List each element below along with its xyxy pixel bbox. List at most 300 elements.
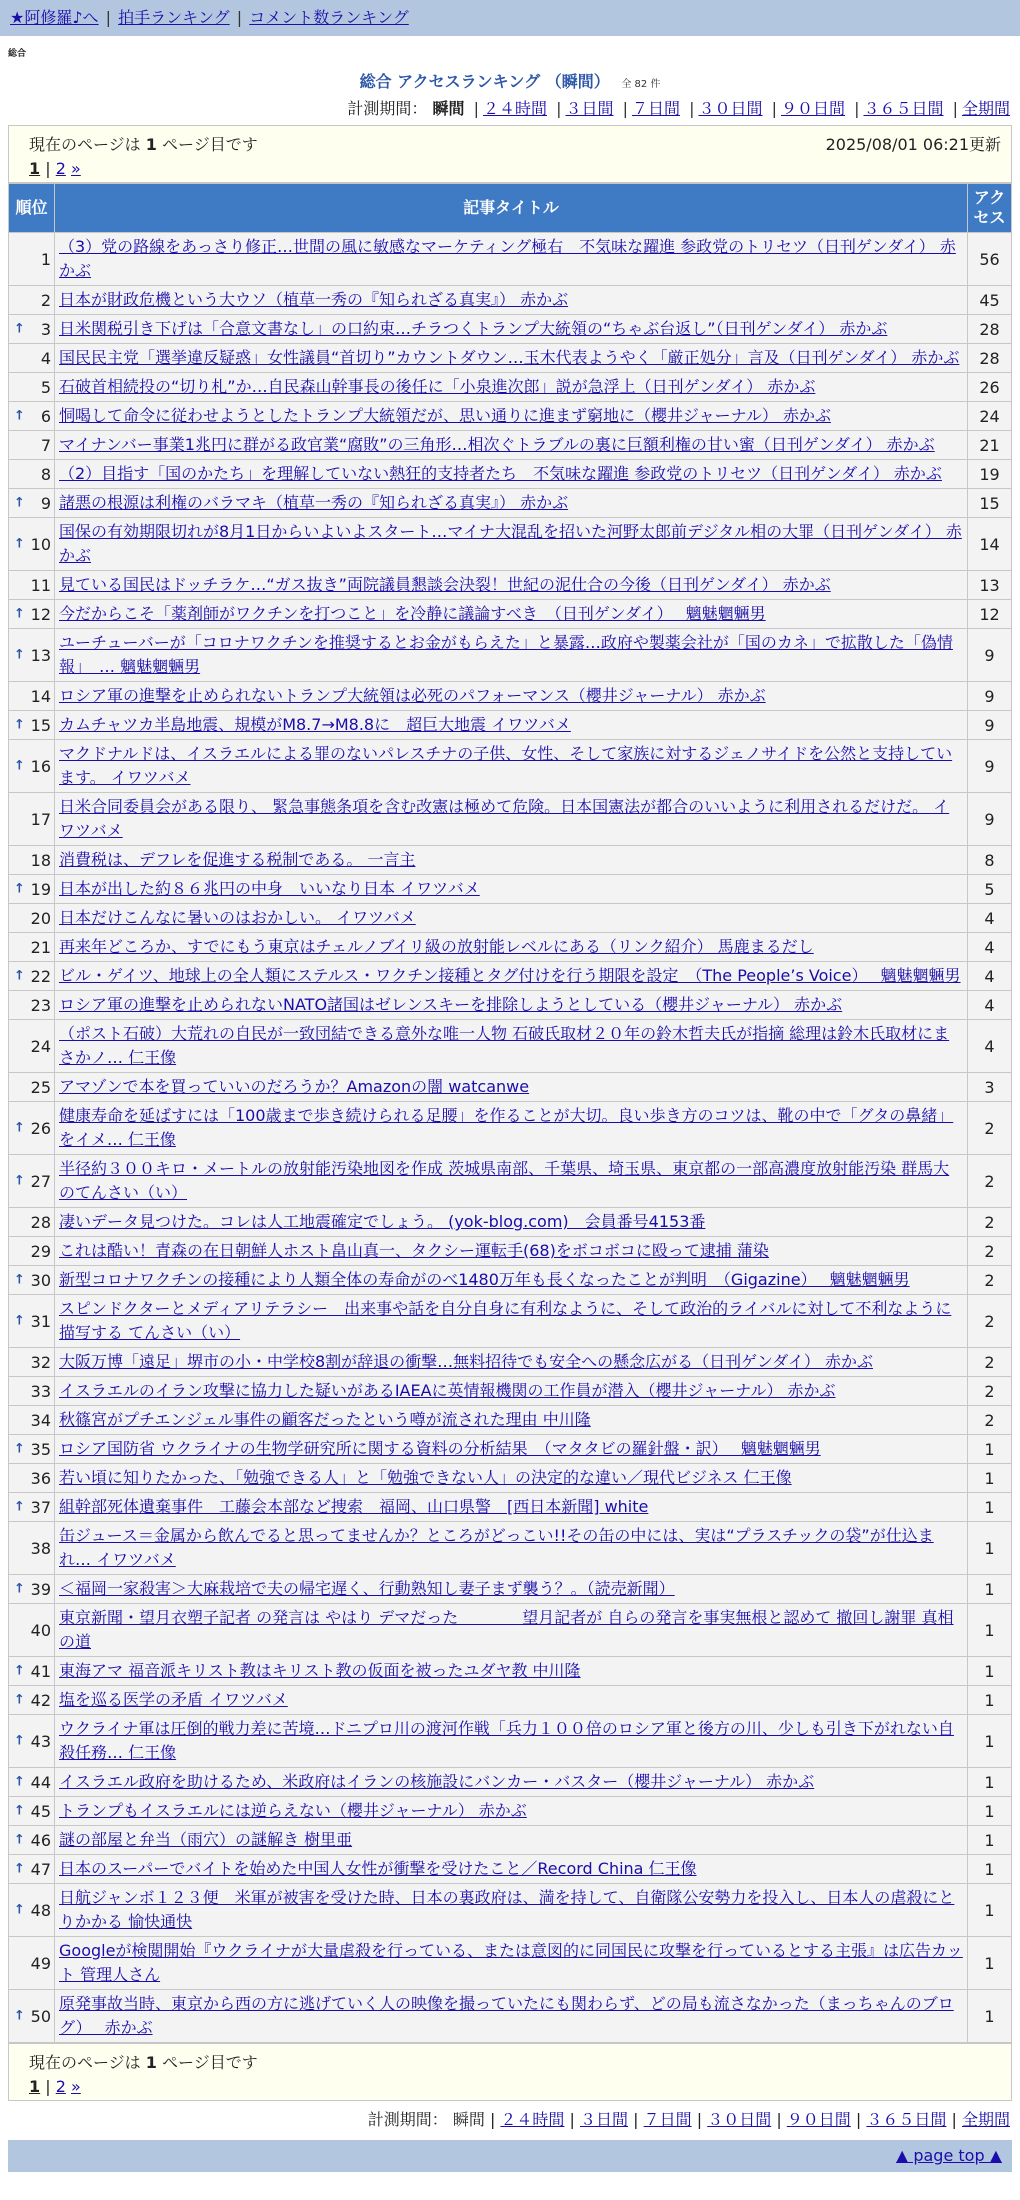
article-link[interactable]: トランプもイスラエルには逆らえない（櫻井ジャーナル） 赤かぶ — [59, 1801, 527, 1820]
title-cell — [55, 682, 968, 711]
access-count: 1 — [968, 1604, 1012, 1657]
rank-cell — [9, 1990, 55, 2043]
rank-value: 32 — [30, 1352, 51, 1372]
access-count: 9 — [968, 682, 1012, 711]
rank-cell — [9, 933, 55, 962]
period-24h-link[interactable]: ２４時間 — [500, 2110, 565, 2129]
ranking-title: 総合 アクセスランキング （瞬間） — [359, 72, 610, 91]
rank-up-arrow-icon: ↑ — [14, 536, 25, 552]
rank-cell — [9, 1266, 55, 1295]
title-cell — [55, 600, 968, 629]
rank-value: 27 — [30, 1171, 51, 1191]
table-row — [9, 571, 1012, 600]
access-count: 2 — [968, 1237, 1012, 1266]
period-365d-link[interactable]: ３６５日間 — [863, 99, 944, 118]
article-link[interactable]: 凄いデータ見つけた。コレは人工地震確定でしょう。 (yok-blog.com) 会員番号4153番 — [59, 1212, 706, 1231]
table-row — [9, 933, 1012, 962]
rank-up-arrow-icon: ↑ — [14, 1692, 25, 1708]
pagination: 1 | 2 » — [29, 159, 81, 178]
article-link[interactable]: 新型コロナワクチンの接種により人類全体の寿命がのべ1480万年も長くなったことが判明 （Gigazine） 魑魅魍魎男 — [59, 1270, 910, 1289]
rank-cell — [9, 1686, 55, 1715]
article-link[interactable]: 組幹部死体遺棄事件 工藤会本部など捜索 福岡、山口県警 [西日本新聞] white — [59, 1497, 649, 1516]
rank-value: 15 — [30, 715, 51, 735]
title-cell — [55, 1464, 968, 1493]
table-row — [9, 1797, 1012, 1826]
article-link[interactable]: （ポスト石破）大荒れの自民が一致団結できる意外な唯一人物 石破氏取材２０年の鈴木哲夫氏が指摘 総理は鈴木氏取材にまさかノ… 仁王像 — [59, 1024, 950, 1067]
title-cell — [55, 1377, 968, 1406]
title-cell — [55, 1884, 968, 1937]
rank-up-arrow-icon: ↑ — [14, 1803, 25, 1819]
period-7d-link[interactable]: ７日間 — [631, 99, 680, 118]
rank-value: 33 — [30, 1381, 51, 1401]
rank-cell — [9, 1102, 55, 1155]
access-count: 4 — [968, 904, 1012, 933]
rank-cell — [9, 740, 55, 793]
table-row — [9, 1377, 1012, 1406]
title-cell — [55, 991, 968, 1020]
rank-value: 37 — [30, 1497, 51, 1517]
period-30d-link[interactable]: ３０日間 — [698, 99, 763, 118]
title-cell — [55, 629, 968, 682]
period-selector-bottom: 計測期間： 瞬間 | ２４時間 | ３日間 | ７日間 | ３０日間 | ９０日間 | ３６５日間 | 全期間 — [367, 2110, 1010, 2129]
table-row — [9, 1348, 1012, 1377]
title-cell — [55, 875, 968, 904]
title-cell — [55, 233, 968, 286]
article-link[interactable]: ビル・ゲイツ、地球上の全人類にステルス・ワクチン接種とタグ付けを行う期限を設定 （The People’s Voice） 魑魅魍魎男 — [59, 966, 961, 985]
rank-value: 22 — [30, 966, 51, 986]
article-link[interactable]: 石破首相続投の“切り札”か…自民森山幹事長の後任に「小泉進次郎」説が急浮上（日刊ゲンダイ） 赤かぶ — [59, 377, 816, 396]
access-count: 21 — [968, 431, 1012, 460]
rank-up-arrow-icon: ↑ — [14, 1581, 25, 1597]
rank-value: 13 — [30, 645, 51, 665]
rank-value: 9 — [40, 493, 51, 513]
article-link[interactable]: 塩を巡る医学の矛盾 イワツバメ — [59, 1690, 288, 1709]
article-link[interactable]: ＜福岡一家殺害＞大麻栽培で夫の帰宅遅く、行動熟知し妻子まず襲う？。（読売新聞） — [59, 1579, 675, 1598]
article-link[interactable]: イスラエル政府を助けるため、米政府はイランの核施設にバンカー・バスター（櫻井ジャーナル） 赤かぶ — [59, 1772, 815, 1791]
rank-value: 17 — [30, 809, 51, 829]
table-row — [9, 682, 1012, 711]
article-link[interactable]: 国保の有効期限切れが8月1日からいよいよスタート…マイナ大混乱を招いた河野太郎前デジタル相の大罪（日刊ゲンダイ） 赤かぶ — [59, 522, 962, 565]
title-cell — [55, 1435, 968, 1464]
article-link[interactable]: 大阪万博「遠足」堺市の小・中学校8割が辞退の衝撃…無料招待でも安全への懸念広がる（日刊ゲンダイ） 赤かぶ — [59, 1352, 873, 1371]
table-row — [9, 991, 1012, 1020]
title-cell — [55, 1855, 968, 1884]
title-cell — [55, 1406, 968, 1435]
table-row — [9, 1990, 1012, 2043]
title-cell — [55, 489, 968, 518]
table-row — [9, 315, 1012, 344]
article-link[interactable]: マクドナルドは、イスラエルによる罪のないパレスチナの子供、女性、そして家族に対するジェノサイドを公然と支持しています。 イワツバメ — [59, 744, 953, 787]
rank-cell — [9, 1377, 55, 1406]
rank-cell — [9, 793, 55, 846]
rank-cell — [9, 1855, 55, 1884]
title-cell — [55, 1020, 968, 1073]
access-count: 26 — [968, 373, 1012, 402]
next-page-link[interactable]: » — [71, 159, 81, 178]
rank-cell — [9, 373, 55, 402]
col-title-header: 記事タイトル — [55, 184, 968, 233]
table-row — [9, 1575, 1012, 1604]
access-count: 28 — [968, 344, 1012, 373]
table-row — [9, 1208, 1012, 1237]
access-count: 19 — [968, 460, 1012, 489]
rank-cell — [9, 1073, 55, 1102]
rank-cell — [9, 1657, 55, 1686]
period-current: 瞬間 — [432, 99, 465, 118]
access-count: 1 — [968, 1797, 1012, 1826]
next-page-link[interactable]: » — [71, 2077, 81, 2096]
rank-value: 5 — [40, 377, 51, 397]
table-row — [9, 1406, 1012, 1435]
table-row — [9, 344, 1012, 373]
rank-value: 48 — [30, 1900, 51, 1920]
rank-up-arrow-icon: ↑ — [14, 1774, 25, 1790]
rank-value: 31 — [30, 1311, 51, 1331]
table-row — [9, 1686, 1012, 1715]
title-cell — [55, 1295, 968, 1348]
col-access-header: アクセス — [968, 184, 1012, 233]
title-cell — [55, 1493, 968, 1522]
period-current: 瞬間 — [452, 2110, 485, 2129]
period-30d-link[interactable]: ３０日間 — [707, 2110, 772, 2129]
table-row — [9, 793, 1012, 846]
table-row — [9, 518, 1012, 571]
rank-cell — [9, 1435, 55, 1464]
access-count: 4 — [968, 991, 1012, 1020]
rank-cell — [9, 344, 55, 373]
title-cell — [55, 1522, 968, 1575]
title-cell — [55, 1990, 968, 2043]
table-row — [9, 1522, 1012, 1575]
rank-up-arrow-icon: ↑ — [14, 717, 25, 733]
rank-value: 20 — [30, 908, 51, 928]
access-count: 1 — [968, 1493, 1012, 1522]
table-row — [9, 600, 1012, 629]
article-link[interactable]: 日本のスーパーでバイトを始めた中国人女性が衝撃を受けたこと／Record China 仁王像 — [59, 1859, 697, 1878]
table-row — [9, 711, 1012, 740]
rank-cell — [9, 1237, 55, 1266]
title-cell — [55, 402, 968, 431]
article-link[interactable]: 秋篠宮がプチエンジェル事件の顧客だったという噂が流された理由 中川隆 — [59, 1410, 591, 1429]
rank-value: 38 — [30, 1538, 51, 1558]
article-link[interactable]: 日米合同委員会がある限り、 緊急事態条項を含む改憲は極めて危険。日本国憲法が都合のいいように利用されるだけだ。 イワツバメ — [59, 797, 950, 840]
rank-up-arrow-icon: ↑ — [14, 1120, 25, 1136]
rank-up-arrow-icon: ↑ — [14, 2008, 25, 2024]
table-row — [9, 875, 1012, 904]
access-count: 1 — [968, 1826, 1012, 1855]
table-row — [9, 233, 1012, 286]
rank-cell — [9, 711, 55, 740]
title-cell — [55, 1657, 968, 1686]
table-row — [9, 1937, 1012, 1990]
rank-cell — [9, 460, 55, 489]
table-row — [9, 1493, 1012, 1522]
period-3d-link[interactable]: ３日間 — [565, 99, 614, 118]
period-selector: 計測期間： 瞬間 | ２４時間 | ３日間 | ７日間 | ３０日間 | ９０日間 | ３６５日間 | 全期間 — [347, 99, 1010, 118]
access-count: 2 — [968, 1348, 1012, 1377]
table-row — [9, 904, 1012, 933]
period-90d-link[interactable]: ９０日間 — [786, 2110, 851, 2129]
rank-value: 18 — [30, 850, 51, 870]
title-cell — [55, 1686, 968, 1715]
period-24h-link[interactable]: ２４時間 — [482, 99, 547, 118]
access-count: 1 — [968, 1937, 1012, 1990]
rank-cell — [9, 1208, 55, 1237]
access-count: 4 — [968, 962, 1012, 991]
rank-cell — [9, 571, 55, 600]
article-link[interactable]: 日本だけこんなに暑いのはおかしい。 イワツバメ — [59, 908, 416, 927]
article-link[interactable]: 東京新聞・望月衣塑子記者 の発言は やはり デマだった 望月記者が 自らの発言を事実無根と認めて 撤回し謝罪 真相の道 — [59, 1608, 954, 1651]
period-7d-link[interactable]: ７日間 — [643, 2110, 692, 2129]
title-cell — [55, 286, 968, 315]
access-count: 1 — [968, 1686, 1012, 1715]
article-link[interactable]: 日米関税引き下げは「合意文書なし」の口約束…チラつくトランプ大統領の“ちゃぶ台返し”（日刊ゲンダイ） 赤かぶ — [59, 319, 888, 338]
table-row — [9, 489, 1012, 518]
rank-up-arrow-icon: ↑ — [14, 606, 25, 622]
rank-cell — [9, 431, 55, 460]
rank-value: 46 — [30, 1830, 51, 1850]
table-row — [9, 1715, 1012, 1768]
rank-value: 8 — [40, 464, 51, 484]
rank-cell — [9, 1348, 55, 1377]
rank-up-arrow-icon: ↑ — [14, 321, 25, 337]
access-count: 3 — [968, 1073, 1012, 1102]
article-link[interactable]: ロシア軍の進撃を止められないトランプ大統領は必死のパフォーマンス（櫻井ジャーナル） 赤かぶ — [59, 686, 766, 705]
period-label: 計測期間： — [347, 99, 428, 118]
access-count: 2 — [968, 1155, 1012, 1208]
access-count: 8 — [968, 846, 1012, 875]
article-link[interactable]: 東海アマ 福音派キリスト教はキリスト教の仮面を被ったユダヤ教 中川隆 — [59, 1661, 581, 1680]
article-link[interactable]: 日本が財政危機という大ウソ（植草一秀の『知られざる真実』） 赤かぶ — [59, 290, 569, 309]
page-2-link[interactable]: 2 — [55, 159, 66, 178]
table-row — [9, 373, 1012, 402]
access-count: 1 — [968, 1435, 1012, 1464]
period-all-link[interactable]: 全期間 — [961, 2110, 1010, 2129]
access-count: 5 — [968, 875, 1012, 904]
title-cell — [55, 1348, 968, 1377]
table-row — [9, 1604, 1012, 1657]
rank-up-arrow-icon: ↑ — [14, 1861, 25, 1877]
table-row — [9, 962, 1012, 991]
rank-value: 24 — [30, 1036, 51, 1056]
title-cell — [55, 344, 968, 373]
rank-value: 34 — [30, 1410, 51, 1430]
access-count: 56 — [968, 233, 1012, 286]
top-nav-bar — [0, 0, 1020, 36]
article-link[interactable]: スピンドクターとメディアリテラシー 出来事や話を自分自身に有利なように、そして政治的ライバルに対して不利なように描写する てんさい（い） — [59, 1299, 952, 1342]
item-count: 全 82 件 — [621, 79, 661, 90]
article-link[interactable]: イスラエルのイラン攻撃に協力した疑いがあるIAEAに英情報機関の工作員が潜入（櫻井ジャーナル） 赤かぶ — [59, 1381, 836, 1400]
article-link[interactable]: 缶ジュース＝金属から飲んでると思ってませんか？ところがどっこい!!その缶の中には、実は“プラスチックの袋”が仕込まれ… イワツバメ — [59, 1526, 934, 1569]
rank-value: 50 — [30, 2006, 51, 2026]
title-cell — [55, 1604, 968, 1657]
title-cell — [55, 1237, 968, 1266]
comment-ranking-link[interactable]: コメント数ランキング — [249, 8, 409, 27]
rank-value: 14 — [30, 686, 51, 706]
rank-up-arrow-icon: ↑ — [14, 1173, 25, 1189]
access-count: 14 — [968, 518, 1012, 571]
category-label: 総合 — [8, 49, 27, 59]
rank-up-arrow-icon: ↑ — [14, 1441, 25, 1457]
table-row — [9, 460, 1012, 489]
rank-value: 45 — [30, 1801, 51, 1821]
home-link[interactable]: ★阿修羅♪へ — [10, 8, 99, 27]
access-count: 1 — [968, 1990, 1012, 2043]
title-cell — [55, 962, 968, 991]
rank-value: 40 — [30, 1620, 51, 1640]
clap-ranking-link[interactable]: 拍手ランキング — [118, 8, 230, 27]
access-count: 28 — [968, 315, 1012, 344]
rank-cell — [9, 846, 55, 875]
article-link[interactable]: 原発事故当時、東京から西の方に逃げていく人の映像を撮っていたにも関わらず、どの局も流さなかった（まっちゃんのブログ） 赤かぶ — [59, 1994, 954, 2037]
access-count: 2 — [968, 1377, 1012, 1406]
article-link[interactable]: ロシア国防省 ウクライナの生物学研究所に関する資料の分析結果 （マタタビの羅針盤・訳） 魑魅魍魎男 — [59, 1439, 821, 1458]
page-1-current: 1 — [29, 2077, 41, 2096]
rank-value: 30 — [30, 1270, 51, 1290]
access-count: 4 — [968, 1020, 1012, 1073]
table-row — [9, 1102, 1012, 1155]
access-count: 2 — [968, 1102, 1012, 1155]
rank-cell — [9, 402, 55, 431]
rank-value: 28 — [30, 1212, 51, 1232]
rank-cell — [9, 1020, 55, 1073]
title-cell — [55, 1768, 968, 1797]
period-90d-link[interactable]: ９０日間 — [780, 99, 845, 118]
article-link[interactable]: 謎の部屋と弁当（雨穴）の謎解き 樹里亜 — [59, 1830, 353, 1849]
rank-value: 1 — [40, 249, 51, 269]
article-link[interactable]: これは酷い！青森の在日朝鮮人ホスト畠山真一、タクシー運転手(68)をボコボコに殴って逮捕 蒲染 — [59, 1241, 769, 1260]
period-all-link[interactable]: 全期間 — [961, 99, 1010, 118]
access-count: 9 — [968, 629, 1012, 682]
rank-value: 3 — [40, 319, 51, 339]
rank-value: 42 — [30, 1690, 51, 1710]
rank-value: 6 — [40, 406, 51, 426]
access-count: 2 — [968, 1295, 1012, 1348]
rank-cell — [9, 1295, 55, 1348]
rank-value: 4 — [40, 348, 51, 368]
rank-cell — [9, 489, 55, 518]
article-link[interactable]: Googleが検閲開始『ウクライナが大量虐殺を行っている、または意図的に同国民に攻撃を行っているとする主張』は広告カット 管理人さん — [59, 1941, 963, 1984]
title-cell — [55, 1266, 968, 1295]
article-link[interactable]: 消費税は、デフレを促進する税制である。 一言主 — [59, 850, 416, 869]
rank-value: 47 — [30, 1859, 51, 1879]
rank-cell — [9, 1768, 55, 1797]
rank-up-arrow-icon: ↑ — [14, 647, 25, 663]
period-365d-link[interactable]: ３６５日間 — [866, 2110, 947, 2129]
table-row — [9, 1768, 1012, 1797]
table-row — [9, 1073, 1012, 1102]
pager-top — [8, 125, 1012, 183]
access-count: 9 — [968, 740, 1012, 793]
article-link[interactable]: ユーチューバーが「コロナワクチンを推奨するとお金がもらえた」と暴露…政府や製薬会社が「国のカネ」で拡散した「偽情報」 … 魑魅魍魎男 — [59, 633, 953, 676]
rank-cell — [9, 315, 55, 344]
rank-cell — [9, 1884, 55, 1937]
title-cell — [55, 711, 968, 740]
col-rank-header: 順位 — [9, 184, 55, 233]
article-link[interactable]: 日本が出した約８６兆円の中身 いいなり日本 イワツバメ — [59, 879, 480, 898]
rank-cell — [9, 1464, 55, 1493]
rank-up-arrow-icon: ↑ — [14, 1832, 25, 1848]
nav-separator: | — [105, 8, 112, 27]
rank-cell — [9, 1155, 55, 1208]
page-2-link[interactable]: 2 — [55, 2077, 66, 2096]
title-cell — [55, 460, 968, 489]
article-link[interactable]: 半径約３００キロ・メートルの放射能汚染地図を作成 茨城県南部、千葉県、埼玉県、東京都の一部高濃度放射能汚染 群馬大のてんさい（い） — [59, 1159, 950, 1202]
title-cell — [55, 1155, 968, 1208]
table-row — [9, 1855, 1012, 1884]
rank-value: 10 — [30, 534, 51, 554]
access-count: 45 — [968, 286, 1012, 315]
rank-value: 26 — [30, 1118, 51, 1138]
article-link[interactable]: マイナンバー事業1兆円に群がる政官業“腐敗”の三角形…相次ぐトラブルの裏に巨額利権の甘い蜜（日刊ゲンダイ） 赤かぶ — [59, 435, 935, 454]
rank-value: 12 — [30, 604, 51, 624]
page-top-link[interactable]: ▲ page top ▲ — [895, 2146, 1002, 2165]
title-cell — [55, 518, 968, 571]
title-cell — [55, 315, 968, 344]
article-link[interactable]: 健康寿命を延ばすには「100歳まで歩き続けられる足腰」を作ることが大切。良い歩き方のコツは、靴の中で「グタの鼻緒」をイメ… 仁王像 — [59, 1106, 954, 1149]
rank-value: 43 — [30, 1731, 51, 1751]
article-link[interactable]: 見ている国民はドッチラケ…“ガス抜き”両院議員懇談会決裂！世紀の泥仕合の今後（日刊ゲンダイ） 赤かぶ — [59, 575, 831, 594]
title-cell — [55, 793, 968, 846]
table-row — [9, 1464, 1012, 1493]
article-link[interactable]: （2）目指す「国のかたち」を理解していない熱狂的支持者たち 不気味な躍進 参政党のトリセツ（日刊ゲンダイ） 赤かぶ — [59, 464, 942, 483]
pager-bottom — [8, 2043, 1012, 2101]
table-row — [9, 1826, 1012, 1855]
title-cell — [55, 571, 968, 600]
title-cell — [55, 1102, 968, 1155]
article-link[interactable]: カムチャツカ半島地震、規模がM8.7→M8.8に 超巨大地震 イワツバメ — [59, 715, 571, 734]
article-link[interactable]: 国民民主党「選挙違反疑惑」女性議員“首切り”カウントダウン…玉木代表ようやく「厳正処分」言及（日刊ゲンダイ） 赤かぶ — [59, 348, 960, 367]
rank-up-arrow-icon: ↑ — [14, 1272, 25, 1288]
nav-separator: | — [236, 8, 243, 27]
article-link[interactable]: （3）党の路線をあっさり修正…世間の風に敏感なマーケティング極右 不気味な躍進 参政党のトリセツ（日刊ゲンダイ） 赤かぶ — [59, 237, 956, 280]
rank-cell — [9, 286, 55, 315]
article-link[interactable]: 恫喝して命令に従わせようとしたトランプ大統領だが、思い通りに進まず窮地に（櫻井ジャーナル） 赤かぶ — [59, 406, 831, 425]
article-link[interactable]: 日航ジャンボ１２３便 米軍が被害を受けた時、日本の裏政府は、満を持して、自衛隊公安勢力を投入し、日本人の虐殺にとりかかる 愉快通快 — [59, 1888, 955, 1931]
rank-cell — [9, 1797, 55, 1826]
article-link[interactable]: 今だからこそ「薬剤師がワクチンを打つこと」を冷静に議論すべき （日刊ゲンダイ） 魑魅魍魎男 — [59, 604, 766, 623]
access-count: 1 — [968, 1657, 1012, 1686]
table-row — [9, 1155, 1012, 1208]
access-count: 1 — [968, 1855, 1012, 1884]
access-count: 4 — [968, 933, 1012, 962]
access-count: 9 — [968, 793, 1012, 846]
rank-up-arrow-icon: ↑ — [14, 758, 25, 774]
article-link[interactable]: 諸悪の根源は利権のバラマキ（植草一秀の『知られざる真実』） 赤かぶ — [59, 493, 569, 512]
rank-value: 7 — [40, 435, 51, 455]
bottom-bar — [8, 2140, 1012, 2172]
rank-up-arrow-icon: ↑ — [14, 1313, 25, 1329]
article-link[interactable]: アマゾンで本を買っていいのだろうか？Amazonの闇 watcanwe — [59, 1077, 530, 1096]
access-count: 1 — [968, 1715, 1012, 1768]
article-link[interactable]: 若い頃に知りたかった、「勉強できる人」と「勉強できない人」の決定的な違い／現代ビジネス 仁王像 — [59, 1468, 792, 1487]
article-link[interactable]: 再来年どころか、すでにもう東京はチェルノブイリ級の放射能レベルにある（リンク紹介） 馬鹿まるだし — [59, 937, 814, 956]
access-count: 1 — [968, 1884, 1012, 1937]
access-count: 1 — [968, 1522, 1012, 1575]
rank-value: 41 — [30, 1661, 51, 1681]
article-link[interactable]: ロシア軍の進撃を止められないNATO諸国はゼレンスキーを排除しようとしている（櫻井ジャーナル） 赤かぶ — [59, 995, 843, 1014]
rank-up-arrow-icon: ↑ — [14, 1902, 25, 1918]
period-3d-link[interactable]: ３日間 — [580, 2110, 629, 2129]
access-count: 2 — [968, 1406, 1012, 1435]
table-row — [9, 740, 1012, 793]
rank-value: 2 — [40, 290, 51, 310]
table-row — [9, 286, 1012, 315]
article-link[interactable]: ウクライナ軍は圧倒的戦力差に苦境…ドニプロ川の渡河作戦「兵力１００倍のロシア軍と後方の川、少しも引き下がれない自殺任務… 仁王像 — [59, 1719, 954, 1762]
title-cell — [55, 1826, 968, 1855]
rank-value: 36 — [30, 1468, 51, 1488]
rank-cell — [9, 904, 55, 933]
